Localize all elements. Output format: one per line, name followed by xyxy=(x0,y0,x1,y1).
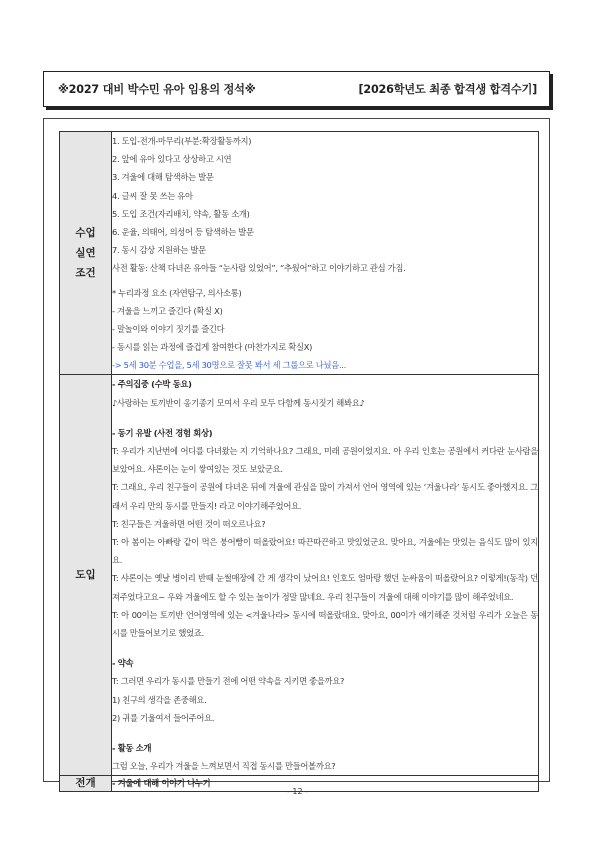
row-label-text: 도입 xyxy=(75,569,96,582)
content-line: 사전 활동: 산책 다녀온 유아들 “눈사람 있었어”, “추웠어”하고 이야기하고 관심 가짐. xyxy=(112,263,406,274)
content-line: 5. 도입 조건(자리배치, 약속, 활동 소개) xyxy=(112,208,250,219)
spacer xyxy=(112,727,538,739)
content-line: 1. 도입-전개-마무리(부분:확장활동까지) xyxy=(112,136,252,146)
content-line: 6. 운율, 의태어, 의성어 등 탐색하는 발문 xyxy=(112,226,254,237)
content-line: T: 아 봄이는 아빠랑 같이 먹은 붕어빵이 떠올랐어요! 따끈따끈하고 맛있었군요. 맞아요, 겨울에는 맛있는 음식도 많이 있지요. xyxy=(112,537,538,566)
content-line: T: 샤론이는 옛날 병이리 반때 눈썰매장에 간 게 생각이 났어요! 인호도 엄마랑 했던 눈싸움이 떠올랐어요? 이렇게!(동작) 던져주었다고요~ 우와 겨울에도 할 수 있는 놀이가 정말 많네요. 우리 친구들이 겨울에 대해 이야기를 많이 해주었네요. xyxy=(112,573,538,602)
content-line: - 동시를 읽는 과정에 즐겁게 참여한다 (마찬가지로 확실X) xyxy=(112,342,313,353)
content-line: - 말놀이와 이야기 짓기를 즐긴다 xyxy=(112,323,225,334)
content-line: 2) 귀를 기울여서 들어주어요. xyxy=(112,712,215,723)
row-label-text: 전개 xyxy=(75,777,96,790)
row-label-text: 조건 xyxy=(75,267,96,280)
content-line: - 약속 xyxy=(112,658,134,669)
spacer xyxy=(112,642,538,654)
content-line: T: 아 00이는 토끼반 언어영역에 있는 <겨울나라> 동시에 떠올랐대요. 맞아요, 00이가 얘기해준 것처럼 우리가 오늘은 동시를 만들어보기로 했었죠. xyxy=(112,609,538,639)
row-label-cell xyxy=(60,132,112,375)
document-header xyxy=(43,71,550,107)
header-right-title: [2026학년도 최종 합격생 합격수기] xyxy=(358,83,537,96)
row-label-cell xyxy=(60,375,112,776)
lesson-plan-table xyxy=(59,131,539,792)
header-left-title: ※2027 대비 박수민 유아 임용의 정석※ xyxy=(58,83,256,96)
content-line: T: 친구들은 겨울하면 어떤 것이 떠오르나요? xyxy=(112,518,266,529)
content-line: 1) 친구의 생각을 존중해요. xyxy=(112,694,207,705)
content-line: 3. 겨울에 대해 탐색하는 발문 xyxy=(112,172,214,183)
content-line: -> 5세 30분 수업을, 5세 30명으로 잘못 봐서 세 그룹으로 나눴음... xyxy=(112,360,346,371)
content-line: T: 그러면 우리가 동시를 만들기 전에 어떤 약속을 지키면 좋을까요? xyxy=(112,676,345,687)
content-line: T: 우리가 지난번에 어디를 다녀왔는 지 기억하나요? 그래요, 미래 공원이었지요. 아 우리 인호는 공원에서 커다란 눈사람을 보았어요. 샤론이는 눈이 쌓여있는 것도 보았군요. xyxy=(112,446,538,475)
row-content-cell xyxy=(112,132,539,375)
page-number: - 12 - xyxy=(286,787,309,796)
intro-row xyxy=(60,375,539,776)
content-line: T: 그래요, 우리 친구들이 공원에 다녀온 뒤에 겨울에 관심을 많이 가져서 언어 영역에 있는 ‘겨울나라’ 동시도 좋아했지요. 그래서 우리 만의 동시를 만들지! 라고 이야기해주었어요. xyxy=(112,482,538,511)
content-line: - 주의집중 (수박 동요) xyxy=(112,379,192,390)
row-label-text: 실연 xyxy=(75,247,96,260)
content-line: - 겨울을 느끼고 즐긴다 (확실 X) xyxy=(112,305,223,316)
content-line: ♪사랑하는 토끼반이 옹기종기 모여서 우리 모두 다함께 동시짓기 해봐요♪ xyxy=(112,397,365,408)
content-line: * 누리과정 요소 (자연탐구, 의사소통) xyxy=(112,287,242,298)
content-line: - 동기 유발 (사전 경험 회상) xyxy=(112,427,213,438)
content-line: 4. 글씨 잘 못 쓰는 유아 xyxy=(112,190,193,201)
spacer xyxy=(112,412,538,424)
row-label-text: 수업 xyxy=(75,227,96,240)
content-line: 2. 앞에 유아 있다고 상상하고 시연 xyxy=(112,154,232,165)
conditions-row xyxy=(60,132,539,375)
content-line: - 겨울에 대해 이야기 나누기 xyxy=(112,778,211,789)
content-line: 7. 동시 감상 지원하는 발문 xyxy=(112,245,206,256)
row-content-cell xyxy=(112,375,539,776)
content-line: - 활동 소개 xyxy=(112,742,152,753)
content-line: 그럼 오늘, 우리가 겨울을 느껴보면서 직접 동시를 만들어볼까요? xyxy=(112,761,336,772)
